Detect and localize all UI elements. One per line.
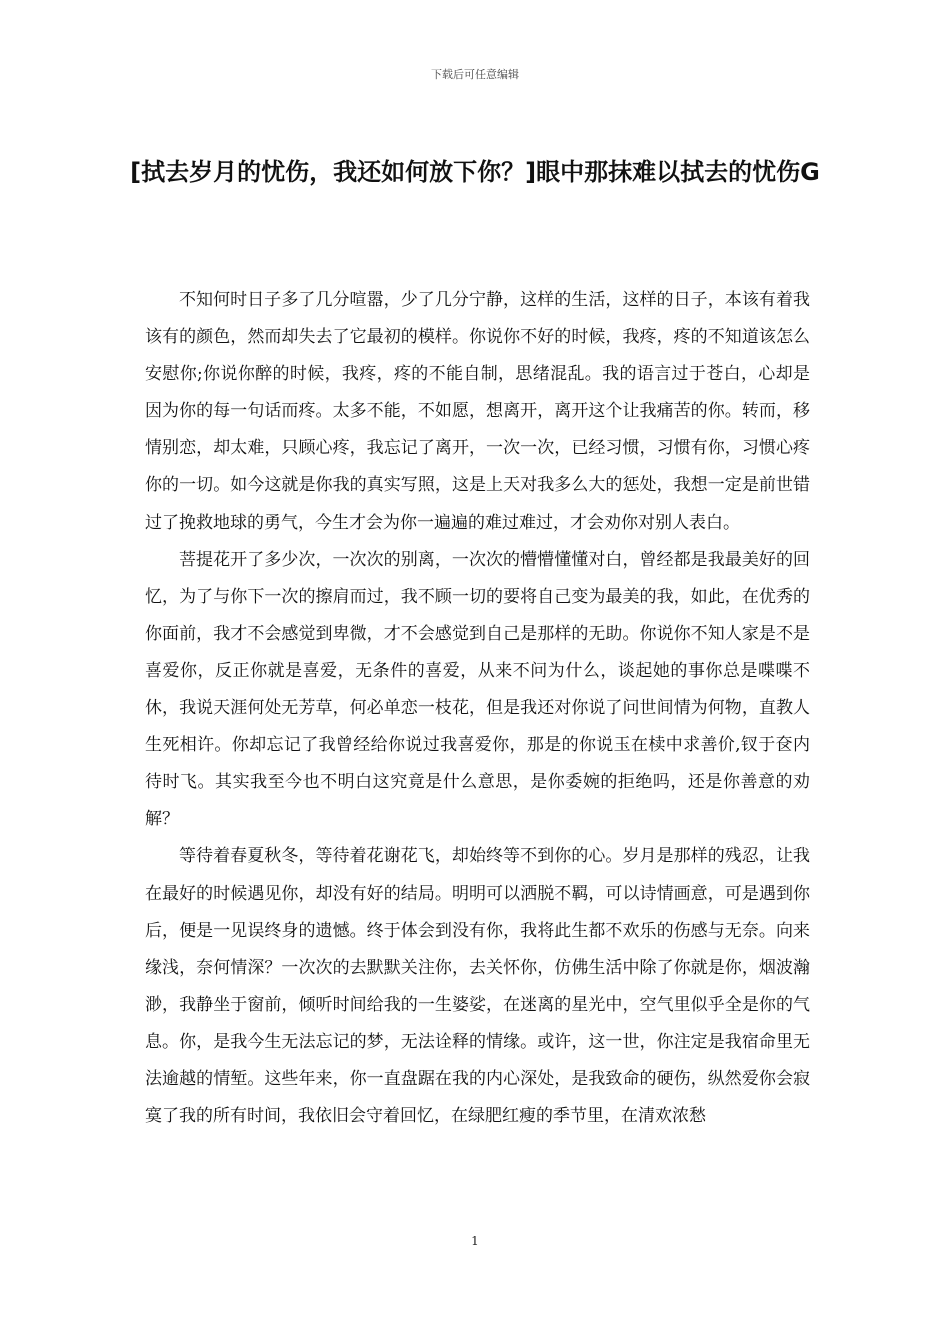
paragraph-3: 等待着春夏秋冬，等待着花谢花飞，却始终等不到你的心。岁月是那样的残忍，让我在最好的时候遇见你，却没有好的结局。明明可以洒脱不羁，可以诗情画意，可是遇到你后，便是一见误终身的遗憾。终于体会到没有你，我将此生都不欢乐的伤感与无奈。向来缘浅，奈何情深？一次次的去默默关注你，去关怀你，仿佛生活中除了你就是你，烟波瀚渺，我静坐于窗前，倾听时间给我的一生婆娑，在迷离的星光中，空气里似乎全是你的气息。你，是我今生无法忘记的梦，无法诠释的情缘。或许，这一世，你注定是我宿命里无法逾越的情堑。这些年来，你一直盘踞在我的内心深处，是我致命的硬伤，纵然爱你会寂寞了我的所有时间，我依旧会守着回忆，在绿肥红瘦的季节里，在清欢浓愁 bbox=[145, 846, 810, 1127]
paragraph-1: 不知何时日子多了几分喧嚣，少了几分宁静，这样的生活，这样的日子，本该有着我该有的颜色，然而却失去了它最初的模样。你说你不好的时候，我疼，疼的不知道该怎么安慰你;你说你醉的时候，我疼，疼的不能自制，思绪混乱。我的语言过于苍白，心却是因为你的每一句话而疼。太多不能，不如愿，想离开，离开这个让我痛苦的你。转而，移情别恋，却太难，只顾心疼，我忘记了离开，一次一次，已经习惯，习惯有你，习惯心疼你的一切。如今这就是你我的真实写照，这是上天对我多么大的惩处，我想一定是前世错过了挽救地球的勇气，今生才会为你一遍遍的难过难过，才会劝你对别人表白。 bbox=[145, 290, 810, 533]
paragraph-2: 菩提花开了多少次，一次次的别离，一次次的懵懵懂懂对白，曾经都是我最美好的回忆，为了与你下一次的擦肩而过，我不顾一切的要将自己变为最美的我，如此，在优秀的你面前，我才不会感觉到卑微，才不会感觉到自己是那样的无助。你说你不知人家是不是喜爱你，反正你就是喜爱，无条件的喜爱，从来不问为什么，谈起她的事你总是喋喋不休，我说天涯何处无芳草，何必单恋一枝花，但是我还对你说了问世间情为何物，直教人生死相许。你却忘记了我曾经给你说过我喜爱你，那是的你说玉在椟中求善价,钗于奁内待时飞。其实我至今也不明白这究竟是什么意思，是你委婉的拒绝吗，还是你善意的劝解？ bbox=[145, 549, 810, 830]
document-title: [拭去岁月的忧伤，我还如何放下你？]眼中那抹难以拭去的忧伤G bbox=[130, 158, 820, 186]
page-number: 1 bbox=[471, 1234, 479, 1248]
page-header-note: 下载后可任意编辑 bbox=[431, 68, 519, 81]
article-body bbox=[145, 282, 810, 1135]
